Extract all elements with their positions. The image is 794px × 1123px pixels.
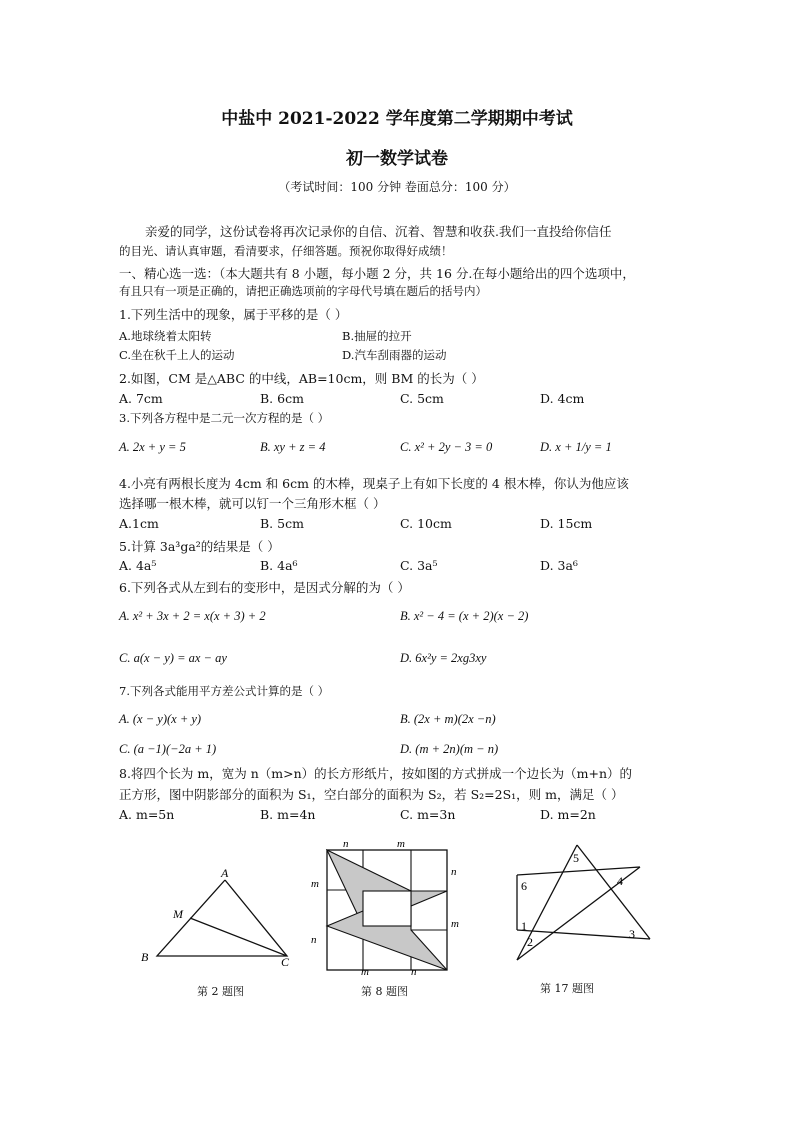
q5-option-d: D. 3a⁶ [540, 558, 578, 573]
q5-option-c: C. 3a⁵ [400, 558, 438, 573]
q4-option-c: C. 10cm [400, 516, 452, 531]
q2-option-b: B. 6cm [260, 391, 304, 406]
q2-stem: 2.如图，CM 是△ABC 的中线，AB=10cm，则 BM 的长为（ ） [119, 371, 484, 386]
q7-option-b: B. (2x + m)(2x −n) [400, 712, 496, 726]
label-n-right: n [451, 866, 457, 878]
q1-option-b: B.抽屉的拉开 [342, 329, 412, 343]
figure-8-caption: 第 8 题图 [361, 985, 408, 998]
q5-option-b: B. 4a⁶ [260, 558, 298, 573]
label-m-bottom: m [361, 966, 369, 978]
q8-line-2: 正方形，图中阴影部分的面积为 S₁，空白部分的面积为 S₂，若 S₂=2S₁，则 m，满足（ ） [119, 787, 624, 802]
q6-option-b: B. x² − 4 = (x + 2)(x − 2) [400, 609, 529, 623]
q4-line-1: 4.小亮有两根长度为 4cm 和 6cm 的木棒，现桌子上有如下长度的 4 根木棒，你认为他应该 [119, 476, 629, 491]
q4-option-b: B. 5cm [260, 516, 304, 531]
q8-option-c: C. m=3n [400, 807, 456, 822]
q4-line-2: 选择哪一根木棒，就可以钉一个三角形木框（ ） [119, 496, 386, 511]
label-n-left: n [311, 934, 317, 946]
label-n-top: n [343, 838, 349, 850]
label-m-top: m [397, 838, 405, 850]
section1-line-2: 有且只有一项是正确的，请把正确选项前的字母代号填在题后的括号内） [119, 284, 487, 298]
label-n-bottom: n [411, 966, 417, 978]
q6-stem: 6.下列各式从左到右的变形中，是因式分解的为（ ） [119, 580, 410, 595]
q2-option-c: C. 5cm [400, 391, 444, 406]
exam-info: （考试时间：100 分钟 卷面总分：100 分） [278, 180, 516, 194]
figure-2-caption: 第 2 题图 [197, 985, 244, 998]
q7-stem: 7.下列各式能用平方差公式计算的是（ ） [119, 684, 330, 698]
q5-option-a: A. 4a⁵ [119, 558, 157, 573]
q8-line-1: 8.将四个长为 m，宽为 n（m>n）的长方形纸片，按如图的方式拼成一个边长为（m+n）的 [119, 766, 633, 781]
q1-stem: 1.下列生活中的现象，属于平移的是（ ） [119, 307, 348, 322]
q8-option-a: A. m=5n [119, 807, 175, 822]
label-m-left: m [311, 878, 319, 890]
q3-option-d: D. x + 1/y = 1 [540, 440, 612, 454]
midpoint-m-label: M [173, 907, 183, 921]
q8-option-d: D. m=2n [540, 807, 596, 822]
intro-line-2: 的目光、请认真审题，看清要求，仔细答题。预祝你取得好成绩！ [119, 244, 453, 258]
q7-option-c: C. (a −1)(−2a + 1) [119, 742, 217, 756]
q7-option-a: A. (x − y)(x + y) [119, 712, 202, 726]
q2-option-a: A. 7cm [119, 391, 163, 406]
q4-option-d: D. 15cm [540, 516, 593, 531]
q6-option-d: D. 6x²y = 2xg3xy [400, 651, 487, 665]
angle-3-label: 3 [629, 927, 635, 941]
angle-1-label: 1 [521, 919, 527, 933]
q3-option-a: A. 2x + y = 5 [119, 440, 186, 454]
q1-option-c: C.坐在秋千上人的运动 [119, 348, 235, 362]
q3-stem: 3.下列各方程中是二元一次方程的是（ ） [119, 411, 330, 425]
angle-4-label: 4 [617, 874, 623, 888]
vertex-b-label: B [141, 950, 149, 964]
q3-option-b: B. xy + z = 4 [260, 440, 326, 454]
q4-option-a: A.1cm [119, 516, 159, 531]
q1-option-d: D.汽车刮雨器的运动 [342, 348, 447, 362]
angle-5-label: 5 [573, 851, 579, 865]
figure-8-square [305, 835, 459, 978]
q7-option-d: D. (m + 2n)(m − n) [400, 742, 499, 756]
q3-option-c: C. x² + 2y − 3 = 0 [400, 440, 493, 454]
intro-line-1: 亲爱的同学，这份试卷将再次记录你的自信、沉着、智慧和收获.我们一直投给你信任 [145, 224, 612, 239]
q6-option-a: A. x² + 3x + 2 = x(x + 3) + 2 [119, 609, 266, 623]
q1-option-a: A.地球绕着太阳转 [119, 329, 212, 343]
exam-title: 中盐中 2021-2022 学年度第二学期期中考试 [221, 109, 573, 129]
q6-option-c: C. a(x − y) = ax − ay [119, 651, 227, 665]
q5-stem: 5.计算 3a³ga²的结果是（ ） [119, 539, 280, 554]
section1-line-1: 一、精心选一选：（本大题共有 8 小题，每小题 2 分，共 16 分.在每小题给出的四个选项中， [119, 266, 635, 281]
median-cm [190, 918, 287, 956]
q2-option-d: D. 4cm [540, 391, 585, 406]
label-m-right: m [451, 918, 459, 930]
q8-option-b: B. m=4n [260, 807, 316, 822]
figure-2-triangle [135, 860, 300, 970]
figure-17-angles [505, 835, 665, 975]
figure-17-caption: 第 17 题图 [540, 982, 594, 995]
vertex-c-label: C [281, 955, 290, 969]
angle-2-label: 2 [527, 935, 533, 949]
vertex-a-label: A [221, 866, 229, 880]
exam-subtitle: 初一数学试卷 [346, 149, 448, 169]
angle-6-label: 6 [521, 879, 527, 893]
